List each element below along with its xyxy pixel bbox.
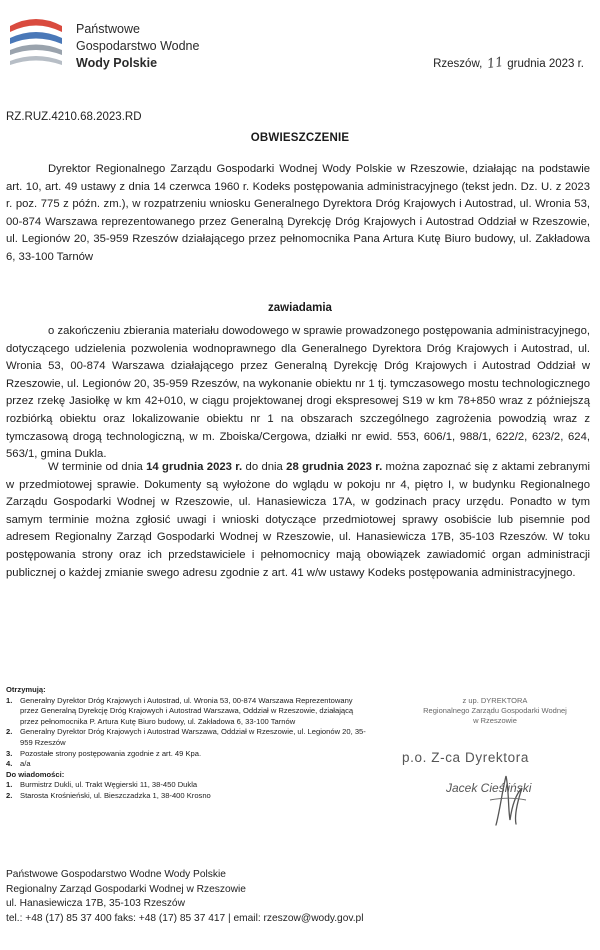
organization-name <box>76 21 199 72</box>
term-text <box>6 459 590 582</box>
org-line-3: Wody Polskie <box>76 56 158 70</box>
handwritten-signature-icon <box>478 770 538 830</box>
footer-address <box>6 868 364 926</box>
notice-text: o zakończeniu zbierania materiału dowodowego w sprawie prowadzonego postępowania administracyjnego, dotyczącego udzielenia pozwolenia wodnoprawnego dla Generalnego Dyrektora Dróg Krajowych i Autostrad, ul. Wronia 53, 00-874 Warszawa działającego przez Generalną Dyrekcję Dróg Krajowych i Autostrad Oddział w Rzeszowie, ul. Legionów 20, 35-959 Rzeszów, na wykonanie obiektu nr 1 tj. tymczasowego mostu technologicznego przez rzekę Jasiołkę w km 42+010, w ciągu projektowanej drogi ekspresowej S19 w km 78+850 wraz z późniejszą rozbiórką obiektu oraz lokalizowanie obiektu nr 1 na obszarach szczególnego zagrożenia powodzią wraz z tymczasową drogą technologiczną, w m. Zboiska/Cergowa, działki nr ewid. 553, 606/1, 988/1, 622/2, 623/2, 624, 563/1, gmina Dukla. <box>6 325 590 461</box>
term-date-to: 28 grudnia 2023 r. <box>286 461 383 473</box>
document-date <box>433 56 584 71</box>
subtitle: zawiadamia <box>268 302 332 314</box>
item-number: 1. <box>6 780 13 790</box>
stamp-name: Jacek Cieśliński <box>446 781 532 795</box>
list-item <box>6 696 366 728</box>
term-paragraph <box>6 459 590 582</box>
term-part-1: W terminie od dnia <box>48 461 147 473</box>
intro-paragraph <box>6 161 590 267</box>
list-item <box>6 780 366 791</box>
item-number: 3. <box>6 748 13 758</box>
notice-paragraph <box>6 323 590 464</box>
list-item <box>6 791 366 802</box>
item-number: 4. <box>6 759 13 769</box>
reference-number: RZ.RUZ.4210.68.2023.RD <box>6 111 142 123</box>
term-part-3: można zapoznać się z aktami zebranymi w przedmiotowej sprawie. Dokumenty są wyłożone do wglądu w pokoju nr 4, piętro I, w budynku Regionalnego Zarządu Gospodarki Wodnej w Rzeszowie, ul. Hanasiewicza 17A, w godzinach pracy urzędu. Ponadto w tym samym terminie można zgłosić uwagi i wnioski dotyczące przedmiotowej sprawy osobiście lub pisemnie pod adresem Regionalny Zarząd Gospodarki Wodnej w Rzeszowie, ul. Hanasiewicza 17B, 35-103 Rzeszów. W toku postępowania strony oraz ich przedstawiciele i pełnomocnicy mają obowiązek zawiadomić organ administracji publicznej o każdej zmianie swego adresu zgodnie z art. 41 w/w ustawy Kodeks postępowania administracyjnego. <box>6 461 591 579</box>
recipients-heading: Otrzymują: <box>6 685 46 694</box>
stamp-role: p.o. Z-ca Dyrektora <box>402 750 529 765</box>
item-text: Generalny Dyrektor Dróg Krajowych i Autostrad Warszawa, Oddział w Rzeszowie, ul. Legionów 20, 35-959 Rzeszów <box>20 727 366 747</box>
org-line-1: Państwowe <box>76 22 140 36</box>
item-number: 2. <box>6 790 13 800</box>
list-item <box>6 727 366 748</box>
wody-polskie-logo-icon <box>6 14 66 72</box>
document-title: OBWIESZCZENIE <box>250 132 350 144</box>
item-text: Pozostałe strony postępowania zgodnie z art. 49 Kpa. <box>20 748 202 758</box>
footer-line-2: Regionalny Zarząd Gospodarki Wodnej w Rzeszowie <box>6 883 246 895</box>
list-item <box>6 749 366 760</box>
org-line-2: Gospodarstwo Wodne <box>76 39 200 53</box>
term-part-2: do dnia <box>242 461 287 473</box>
stamp-line-3: w Rzeszowie <box>473 716 517 725</box>
term-date-from: 14 grudnia 2023 r. <box>146 461 243 473</box>
info-heading: Do wiadomości: <box>6 769 65 779</box>
stamp-line-1: z up. DYREKTORA <box>462 696 528 705</box>
date-handwritten-day: 11 <box>485 54 505 73</box>
footer-line-4: tel.: +48 (17) 85 37 400 faks: +48 (17) 85 37 417 | email: rzeszow@wody.gov.pl <box>6 912 364 924</box>
item-text: Starosta Krośnieński, ul. Bieszczadzka 1, 38-400 Krosno <box>20 790 211 800</box>
item-number: 2. <box>6 727 13 737</box>
footer-line-3: ul. Hanasiewicza 17B, 35-103 Rzeszów <box>6 898 185 909</box>
date-prefix: Rzeszów, <box>433 58 483 70</box>
stamp-line-2: Regionalnego Zarządu Gospodarki Wodnej <box>423 706 567 715</box>
item-number: 1. <box>6 695 13 705</box>
item-text: Burmistrz Dukli, ul. Trakt Węgierski 11, 38-450 Dukla <box>20 780 198 790</box>
list-item <box>6 759 366 770</box>
item-text: Generalny Dyrektor Dróg Krajowych i Autostrad, ul. Wronia 53, 00-874 Warszawa Reprezentowany przez Generalną Dyrekcję Dróg Krajowych i Autostrad Warszawa, Oddział w Rzeszowie, działającą przez pełnomocnika P. Artura Kutę Biuro budowy, ul. Zakładowa 6, 33-100 Tarnów <box>20 695 354 726</box>
intro-text: Dyrektor Regionalnego Zarządu Gospodarki Wodnej Wody Polskie w Rzeszowie, działając na podstawie art. 10, art. 49 ustawy z dnia 14 czerwca 1960 r. Kodeks postępowania administracyjnego (tekst jedn. Dz. U. z 2023 r. poz. 775 z późn. zm.), w rozpatrzeniu wniosku Generalnego Dyrektora Dróg Krajowych i Autostrad, ul. Wronia 53, 00-874 Warszawa reprezentowanego przez Generalną Dyrekcję Dróg Krajowych i Autostrad Oddział w Rzeszowie, ul. Legionów 20, 35-959 Rzeszów działającego przez pełnomocnika Pana Artura Kutę Biuro budowy, ul. Zakładowa 6, 33-100 Tarnów <box>6 163 590 263</box>
recipients-list <box>6 685 366 802</box>
footer-line-1: Państwowe Gospodarstwo Wodne Wody Polskie <box>6 869 226 880</box>
item-text: a/a <box>20 759 31 769</box>
date-suffix: grudnia 2023 r. <box>507 58 584 70</box>
